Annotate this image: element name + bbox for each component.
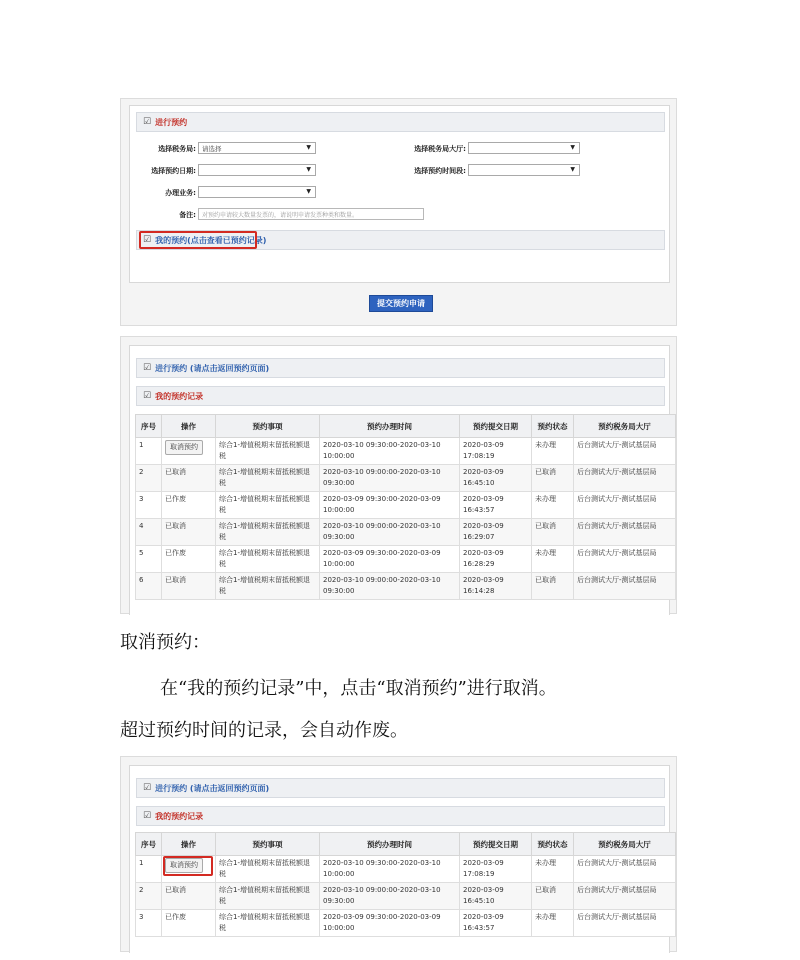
- col-header: 操作: [162, 833, 216, 856]
- submit-button[interactable]: 提交预约申请: [369, 295, 433, 312]
- submit-date-cell: 2020-03-09 17:08:19: [460, 856, 532, 883]
- status-cell: 未办理: [532, 910, 574, 937]
- action-cell: 已作废: [162, 492, 216, 519]
- time-cell: 2020-03-09 09:30:00-2020-03-09 10:00:00: [320, 910, 460, 937]
- table-row: [136, 492, 676, 519]
- submit-date-cell: 2020-03-09 16:45:10: [460, 465, 532, 492]
- body-line-1: 在“我的预约记录”中，点击“取消预约”进行取消。: [160, 678, 557, 699]
- records-title: 我的预约记录: [155, 811, 204, 821]
- my-appointment-link[interactable]: 我的预约(点击查看已预约记录): [155, 235, 267, 245]
- remark-input[interactable]: 对预约申请较大数量发票的，请说明申请发票种类和数量。: [198, 208, 424, 220]
- action-cell: 已取消: [162, 465, 216, 492]
- remark-label: 备注:: [179, 211, 196, 219]
- time-cell: 2020-03-10 09:30:00-2020-03-10 10:00:00: [320, 438, 460, 465]
- hall-cell: 后台测试大厅-测试基层局: [574, 883, 676, 910]
- col-header: 预约事项: [216, 415, 320, 438]
- item-cell: 综合1-增值税期末留抵税额退税: [216, 856, 320, 883]
- col-header: 预约提交日期: [460, 415, 532, 438]
- edit-check-icon: ☑: [143, 117, 152, 127]
- edit-check-icon: ☑: [143, 783, 152, 793]
- item-cell: 综合1-增值税期末留抵税额退税: [216, 573, 320, 600]
- item-cell: 综合1-增值税期末留抵税额退税: [216, 465, 320, 492]
- back-to-appointment-bar[interactable]: [136, 778, 665, 798]
- row-number: 1: [136, 438, 162, 465]
- my-records-bar: [136, 806, 665, 826]
- section-title: 进行预约: [155, 117, 188, 127]
- row-number: 2: [136, 883, 162, 910]
- hall-cell: 后台测试大厅-测试基层局: [574, 465, 676, 492]
- hall-cell: 后台测试大厅-测试基层局: [574, 910, 676, 937]
- dropdown-arrow-icon: ▼: [570, 166, 575, 173]
- table-row: [136, 910, 676, 937]
- col-header: 预约税务局大厅: [574, 415, 676, 438]
- highlight-box: [139, 231, 257, 249]
- records-table-2: [135, 832, 676, 937]
- form-panel: [129, 105, 670, 283]
- status-cell: 已取消: [532, 883, 574, 910]
- action-cell: 已取消: [162, 573, 216, 600]
- item-cell: 综合1-增值税期末留抵税额退税: [216, 546, 320, 573]
- business-select[interactable]: [198, 186, 316, 198]
- dropdown-arrow-icon: ▼: [306, 166, 311, 173]
- submit-date-cell: 2020-03-09 16:29:07: [460, 519, 532, 546]
- col-header: 预约提交日期: [460, 833, 532, 856]
- item-cell: 综合1-增值税期末留抵税额退税: [216, 883, 320, 910]
- status-cell: 已取消: [532, 465, 574, 492]
- status-cell: 未办理: [532, 546, 574, 573]
- status-cell: 已取消: [532, 519, 574, 546]
- time-cell: 2020-03-09 09:30:00-2020-03-09 10:00:00: [320, 492, 460, 519]
- hall-cell: 后台测试大厅-测试基层局: [574, 519, 676, 546]
- highlight-box: [163, 856, 213, 876]
- status-cell: 未办理: [532, 856, 574, 883]
- edit-check-icon: ☑: [143, 235, 152, 245]
- submit-date-cell: 2020-03-09 17:08:19: [460, 438, 532, 465]
- date-select[interactable]: [198, 164, 316, 176]
- col-header: 操作: [162, 415, 216, 438]
- action-cell: 已作废: [162, 546, 216, 573]
- table-header-row: [136, 833, 676, 856]
- table-row: [136, 883, 676, 910]
- records-screenshot-2: [120, 756, 677, 952]
- period-label: 选择预约时间段:: [414, 167, 466, 175]
- row-number: 4: [136, 519, 162, 546]
- dropdown-arrow-icon: ▼: [306, 188, 311, 195]
- time-cell: 2020-03-10 09:00:00-2020-03-10 09:30:00: [320, 573, 460, 600]
- table-row: [136, 465, 676, 492]
- col-header: 预约状态: [532, 415, 574, 438]
- time-cell: 2020-03-10 09:00:00-2020-03-10 09:30:00: [320, 465, 460, 492]
- col-header: 预约办理时间: [320, 833, 460, 856]
- dropdown-arrow-icon: ▼: [570, 144, 575, 151]
- action-cell: 已取消: [162, 883, 216, 910]
- status-cell: 已取消: [532, 573, 574, 600]
- back-link[interactable]: 进行预约 (请点击返回预约页面): [155, 363, 270, 373]
- col-header: 预约税务局大厅: [574, 833, 676, 856]
- submit-date-cell: 2020-03-09 16:28:29: [460, 546, 532, 573]
- cancel-appointment-button[interactable]: 取消预约: [165, 440, 203, 455]
- status-cell: 未办理: [532, 438, 574, 465]
- back-link[interactable]: 进行预约 (请点击返回预约页面): [155, 783, 270, 793]
- edit-check-icon: ☑: [143, 811, 152, 821]
- hall-cell: 后台测试大厅-测试基层局: [574, 856, 676, 883]
- hall-cell: 后台测试大厅-测试基层局: [574, 546, 676, 573]
- dropdown-arrow-icon: ▼: [306, 144, 311, 151]
- row-number: 1: [136, 856, 162, 883]
- action-cell: 已作废: [162, 910, 216, 937]
- time-cell: 2020-03-09 09:30:00-2020-03-09 10:00:00: [320, 546, 460, 573]
- table-header-row: [136, 415, 676, 438]
- submit-date-cell: 2020-03-09 16:45:10: [460, 883, 532, 910]
- status-cell: 未办理: [532, 492, 574, 519]
- col-header: 预约事项: [216, 833, 320, 856]
- item-cell: 综合1-增值税期末留抵税额退税: [216, 438, 320, 465]
- hall-label: 选择税务局大厅:: [414, 145, 466, 153]
- row-number: 5: [136, 546, 162, 573]
- period-select[interactable]: [468, 164, 580, 176]
- row-number: 6: [136, 573, 162, 600]
- section-heading: 取消预约：: [120, 632, 210, 653]
- row-number: 3: [136, 492, 162, 519]
- time-cell: 2020-03-10 09:00:00-2020-03-10 09:30:00: [320, 519, 460, 546]
- col-header: 序号: [136, 415, 162, 438]
- submit-date-cell: 2020-03-09 16:43:57: [460, 492, 532, 519]
- table-row: [136, 438, 676, 465]
- row-number: 2: [136, 465, 162, 492]
- table-row: [136, 856, 676, 883]
- table-row: [136, 519, 676, 546]
- my-records-bar: [136, 386, 665, 406]
- item-cell: 综合1-增值税期末留抵税额退税: [216, 910, 320, 937]
- hall-cell: 后台测试大厅-测试基层局: [574, 492, 676, 519]
- action-cell: 已取消: [162, 519, 216, 546]
- table-row: [136, 546, 676, 573]
- col-header: 预约状态: [532, 833, 574, 856]
- tax-bureau-select[interactable]: 请选择 ▼: [198, 142, 316, 154]
- records-title: 我的预约记录: [155, 391, 204, 401]
- time-cell: 2020-03-10 09:00:00-2020-03-10 09:30:00: [320, 883, 460, 910]
- hall-select[interactable]: [468, 142, 580, 154]
- tax-bureau-label: 选择税务局:: [158, 145, 196, 153]
- table-row: [136, 573, 676, 600]
- edit-check-icon: ☑: [143, 363, 152, 373]
- form-screenshot: [120, 98, 677, 326]
- records-screenshot: [120, 336, 677, 614]
- back-to-appointment-bar[interactable]: [136, 358, 665, 378]
- hall-cell: 后台测试大厅-测试基层局: [574, 438, 676, 465]
- date-label: 选择预约日期:: [151, 167, 196, 175]
- time-cell: 2020-03-10 09:30:00-2020-03-10 10:00:00: [320, 856, 460, 883]
- submit-date-cell: 2020-03-09 16:14:28: [460, 573, 532, 600]
- col-header: 序号: [136, 833, 162, 856]
- hall-cell: 后台测试大厅-测试基层局: [574, 573, 676, 600]
- cancel-appointment-button[interactable]: 取消预约: [165, 858, 203, 873]
- item-cell: 综合1-增值税期末留抵税额退税: [216, 492, 320, 519]
- edit-check-icon: ☑: [143, 391, 152, 401]
- business-label: 办理业务:: [165, 189, 196, 197]
- col-header: 预约办理时间: [320, 415, 460, 438]
- section-header-make-appointment: [136, 112, 665, 132]
- item-cell: 综合1-增值税期末留抵税额退税: [216, 519, 320, 546]
- body-line-2: 超过预约时间的记录，会自动作废。: [120, 720, 408, 741]
- row-number: 3: [136, 910, 162, 937]
- records-table: [135, 414, 676, 600]
- submit-date-cell: 2020-03-09 16:43:57: [460, 910, 532, 937]
